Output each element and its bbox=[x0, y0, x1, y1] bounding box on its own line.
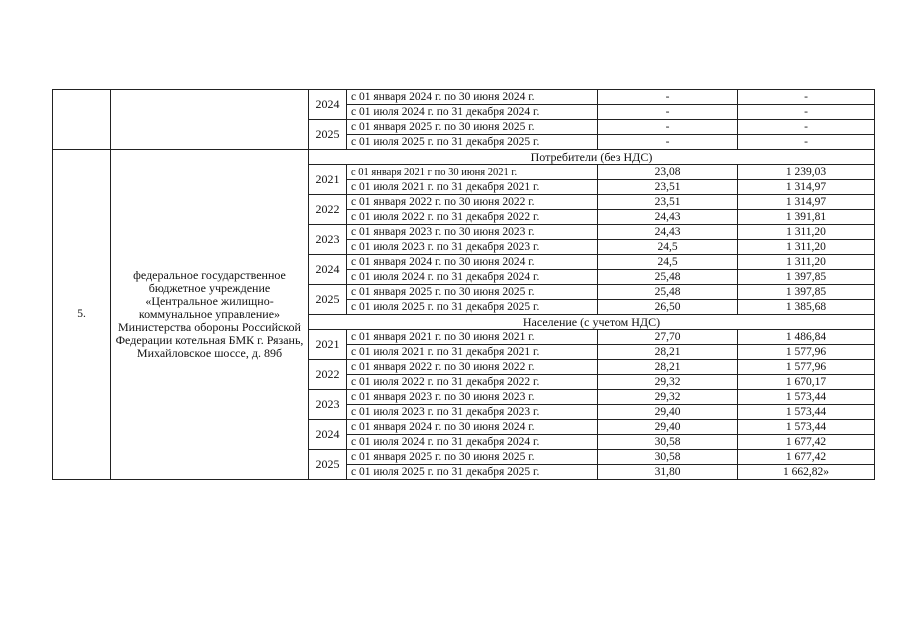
section-title: Население (с учетом НДС) bbox=[309, 315, 875, 330]
year-cell: 2022 bbox=[309, 195, 347, 225]
period-cell: с 01 января 2023 г. по 30 июня 2023 г. bbox=[347, 225, 598, 240]
tariff-table-body bbox=[53, 90, 875, 480]
period-cell: с 01 января 2025 г. по 30 июня 2025 г. bbox=[347, 285, 598, 300]
year-cell: 2025 bbox=[309, 450, 347, 480]
value-cell: - bbox=[598, 105, 738, 120]
value-cell: 1 385,68 bbox=[738, 300, 875, 315]
period-cell: с 01 января 2021 г по 30 июня 2021 г. bbox=[347, 165, 598, 180]
value-cell: 1 670,17 bbox=[738, 375, 875, 390]
organization-name: федеральное государственное бюджетное учреждение «Центральное жилищно-коммунальное управление» Министерства обороны Российской Федерации котельная БМК г. Рязань, Михайловское шоссе, д. 89б bbox=[111, 150, 309, 480]
value-cell: 25,48 bbox=[598, 285, 738, 300]
value-cell: 24,43 bbox=[598, 210, 738, 225]
entry-number-cell bbox=[53, 90, 111, 150]
section-header-row bbox=[53, 150, 875, 165]
value-cell: 1 573,44 bbox=[738, 405, 875, 420]
period-cell: с 01 января 2021 г. по 30 июня 2021 г. bbox=[347, 330, 598, 345]
year-cell: 2021 bbox=[309, 165, 347, 195]
value-cell: 30,58 bbox=[598, 435, 738, 450]
value-cell: 1 311,20 bbox=[738, 225, 875, 240]
table-row bbox=[53, 90, 875, 105]
value-cell: 1 314,97 bbox=[738, 195, 875, 210]
year-cell: 2024 bbox=[309, 420, 347, 450]
period-cell: с 01 июля 2024 г. по 31 декабря 2024 г. bbox=[347, 270, 598, 285]
value-cell: 1 311,20 bbox=[738, 240, 875, 255]
period-cell: с 01 июля 2024 г. по 31 декабря 2024 г. bbox=[347, 435, 598, 450]
value-cell: 1 397,85 bbox=[738, 270, 875, 285]
value-cell: 1 397,85 bbox=[738, 285, 875, 300]
value-cell: 24,5 bbox=[598, 240, 738, 255]
value-cell: - bbox=[598, 135, 738, 150]
value-cell: 26,50 bbox=[598, 300, 738, 315]
period-cell: с 01 января 2024 г. по 30 июня 2024 г. bbox=[347, 420, 598, 435]
value-cell: 1 573,44 bbox=[738, 420, 875, 435]
tariff-table bbox=[52, 89, 875, 480]
period-cell: с 01 июля 2025 г. по 31 декабря 2025 г. bbox=[347, 465, 598, 480]
period-cell: с 01 января 2024 г. по 30 июня 2024 г. bbox=[347, 90, 598, 105]
period-cell: с 01 июля 2023 г. по 31 декабря 2023 г. bbox=[347, 405, 598, 420]
year-cell: 2023 bbox=[309, 225, 347, 255]
value-cell: - bbox=[738, 105, 875, 120]
period-cell: с 01 января 2025 г. по 30 июня 2025 г. bbox=[347, 450, 598, 465]
year-cell: 2025 bbox=[309, 120, 347, 150]
period-cell: с 01 июля 2023 г. по 31 декабря 2023 г. bbox=[347, 240, 598, 255]
period-cell: с 01 января 2025 г. по 30 июня 2025 г. bbox=[347, 120, 598, 135]
value-cell: 1 391,81 bbox=[738, 210, 875, 225]
year-cell: 2025 bbox=[309, 285, 347, 315]
period-cell: с 01 января 2024 г. по 30 июня 2024 г. bbox=[347, 255, 598, 270]
value-cell: - bbox=[598, 90, 738, 105]
period-cell: с 01 июля 2022 г. по 31 декабря 2022 г. bbox=[347, 210, 598, 225]
value-cell: - bbox=[598, 120, 738, 135]
value-cell: 28,21 bbox=[598, 360, 738, 375]
period-cell: с 01 июля 2021 г. по 31 декабря 2021 г. bbox=[347, 345, 598, 360]
value-cell: 23,08 bbox=[598, 165, 738, 180]
year-cell: 2021 bbox=[309, 330, 347, 360]
value-cell: 23,51 bbox=[598, 180, 738, 195]
value-cell: 1 486,84 bbox=[738, 330, 875, 345]
value-cell: 29,40 bbox=[598, 420, 738, 435]
value-cell: 31,80 bbox=[598, 465, 738, 480]
period-cell: с 01 января 2022 г. по 30 июня 2022 г. bbox=[347, 195, 598, 210]
value-cell: 29,32 bbox=[598, 375, 738, 390]
value-cell: 24,5 bbox=[598, 255, 738, 270]
value-cell: 24,43 bbox=[598, 225, 738, 240]
value-cell: 25,48 bbox=[598, 270, 738, 285]
value-cell: 27,70 bbox=[598, 330, 738, 345]
value-cell: 29,40 bbox=[598, 405, 738, 420]
value-cell: - bbox=[738, 120, 875, 135]
year-cell: 2024 bbox=[309, 255, 347, 285]
period-cell: с 01 июля 2021 г. по 31 декабря 2021 г. bbox=[347, 180, 598, 195]
value-cell: 28,21 bbox=[598, 345, 738, 360]
value-cell: 1 677,42 bbox=[738, 450, 875, 465]
value-cell: 1 677,42 bbox=[738, 435, 875, 450]
value-cell: 1 239,03 bbox=[738, 165, 875, 180]
value-cell: 1 314,97 bbox=[738, 180, 875, 195]
value-cell: 1 573,44 bbox=[738, 390, 875, 405]
value-cell: - bbox=[738, 90, 875, 105]
entry-number: 5. bbox=[53, 150, 111, 480]
period-cell: с 01 июля 2024 г. по 31 декабря 2024 г. bbox=[347, 105, 598, 120]
section-title: Потребители (без НДС) bbox=[309, 150, 875, 165]
value-cell: 1 662,82» bbox=[738, 465, 875, 480]
period-cell: с 01 января 2022 г. по 30 июня 2022 г. bbox=[347, 360, 598, 375]
value-cell: 29,32 bbox=[598, 390, 738, 405]
organization-cell bbox=[111, 90, 309, 150]
value-cell: 30,58 bbox=[598, 450, 738, 465]
value-cell: 1 577,96 bbox=[738, 345, 875, 360]
year-cell: 2024 bbox=[309, 90, 347, 120]
period-cell: с 01 января 2023 г. по 30 июня 2023 г. bbox=[347, 390, 598, 405]
period-cell: с 01 июля 2022 г. по 31 декабря 2022 г. bbox=[347, 375, 598, 390]
period-cell: с 01 июля 2025 г. по 31 декабря 2025 г. bbox=[347, 135, 598, 150]
value-cell: 1 311,20 bbox=[738, 255, 875, 270]
value-cell: 23,51 bbox=[598, 195, 738, 210]
year-cell: 2022 bbox=[309, 360, 347, 390]
year-cell: 2023 bbox=[309, 390, 347, 420]
period-cell: с 01 июля 2025 г. по 31 декабря 2025 г. bbox=[347, 300, 598, 315]
value-cell: - bbox=[738, 135, 875, 150]
value-cell: 1 577,96 bbox=[738, 360, 875, 375]
